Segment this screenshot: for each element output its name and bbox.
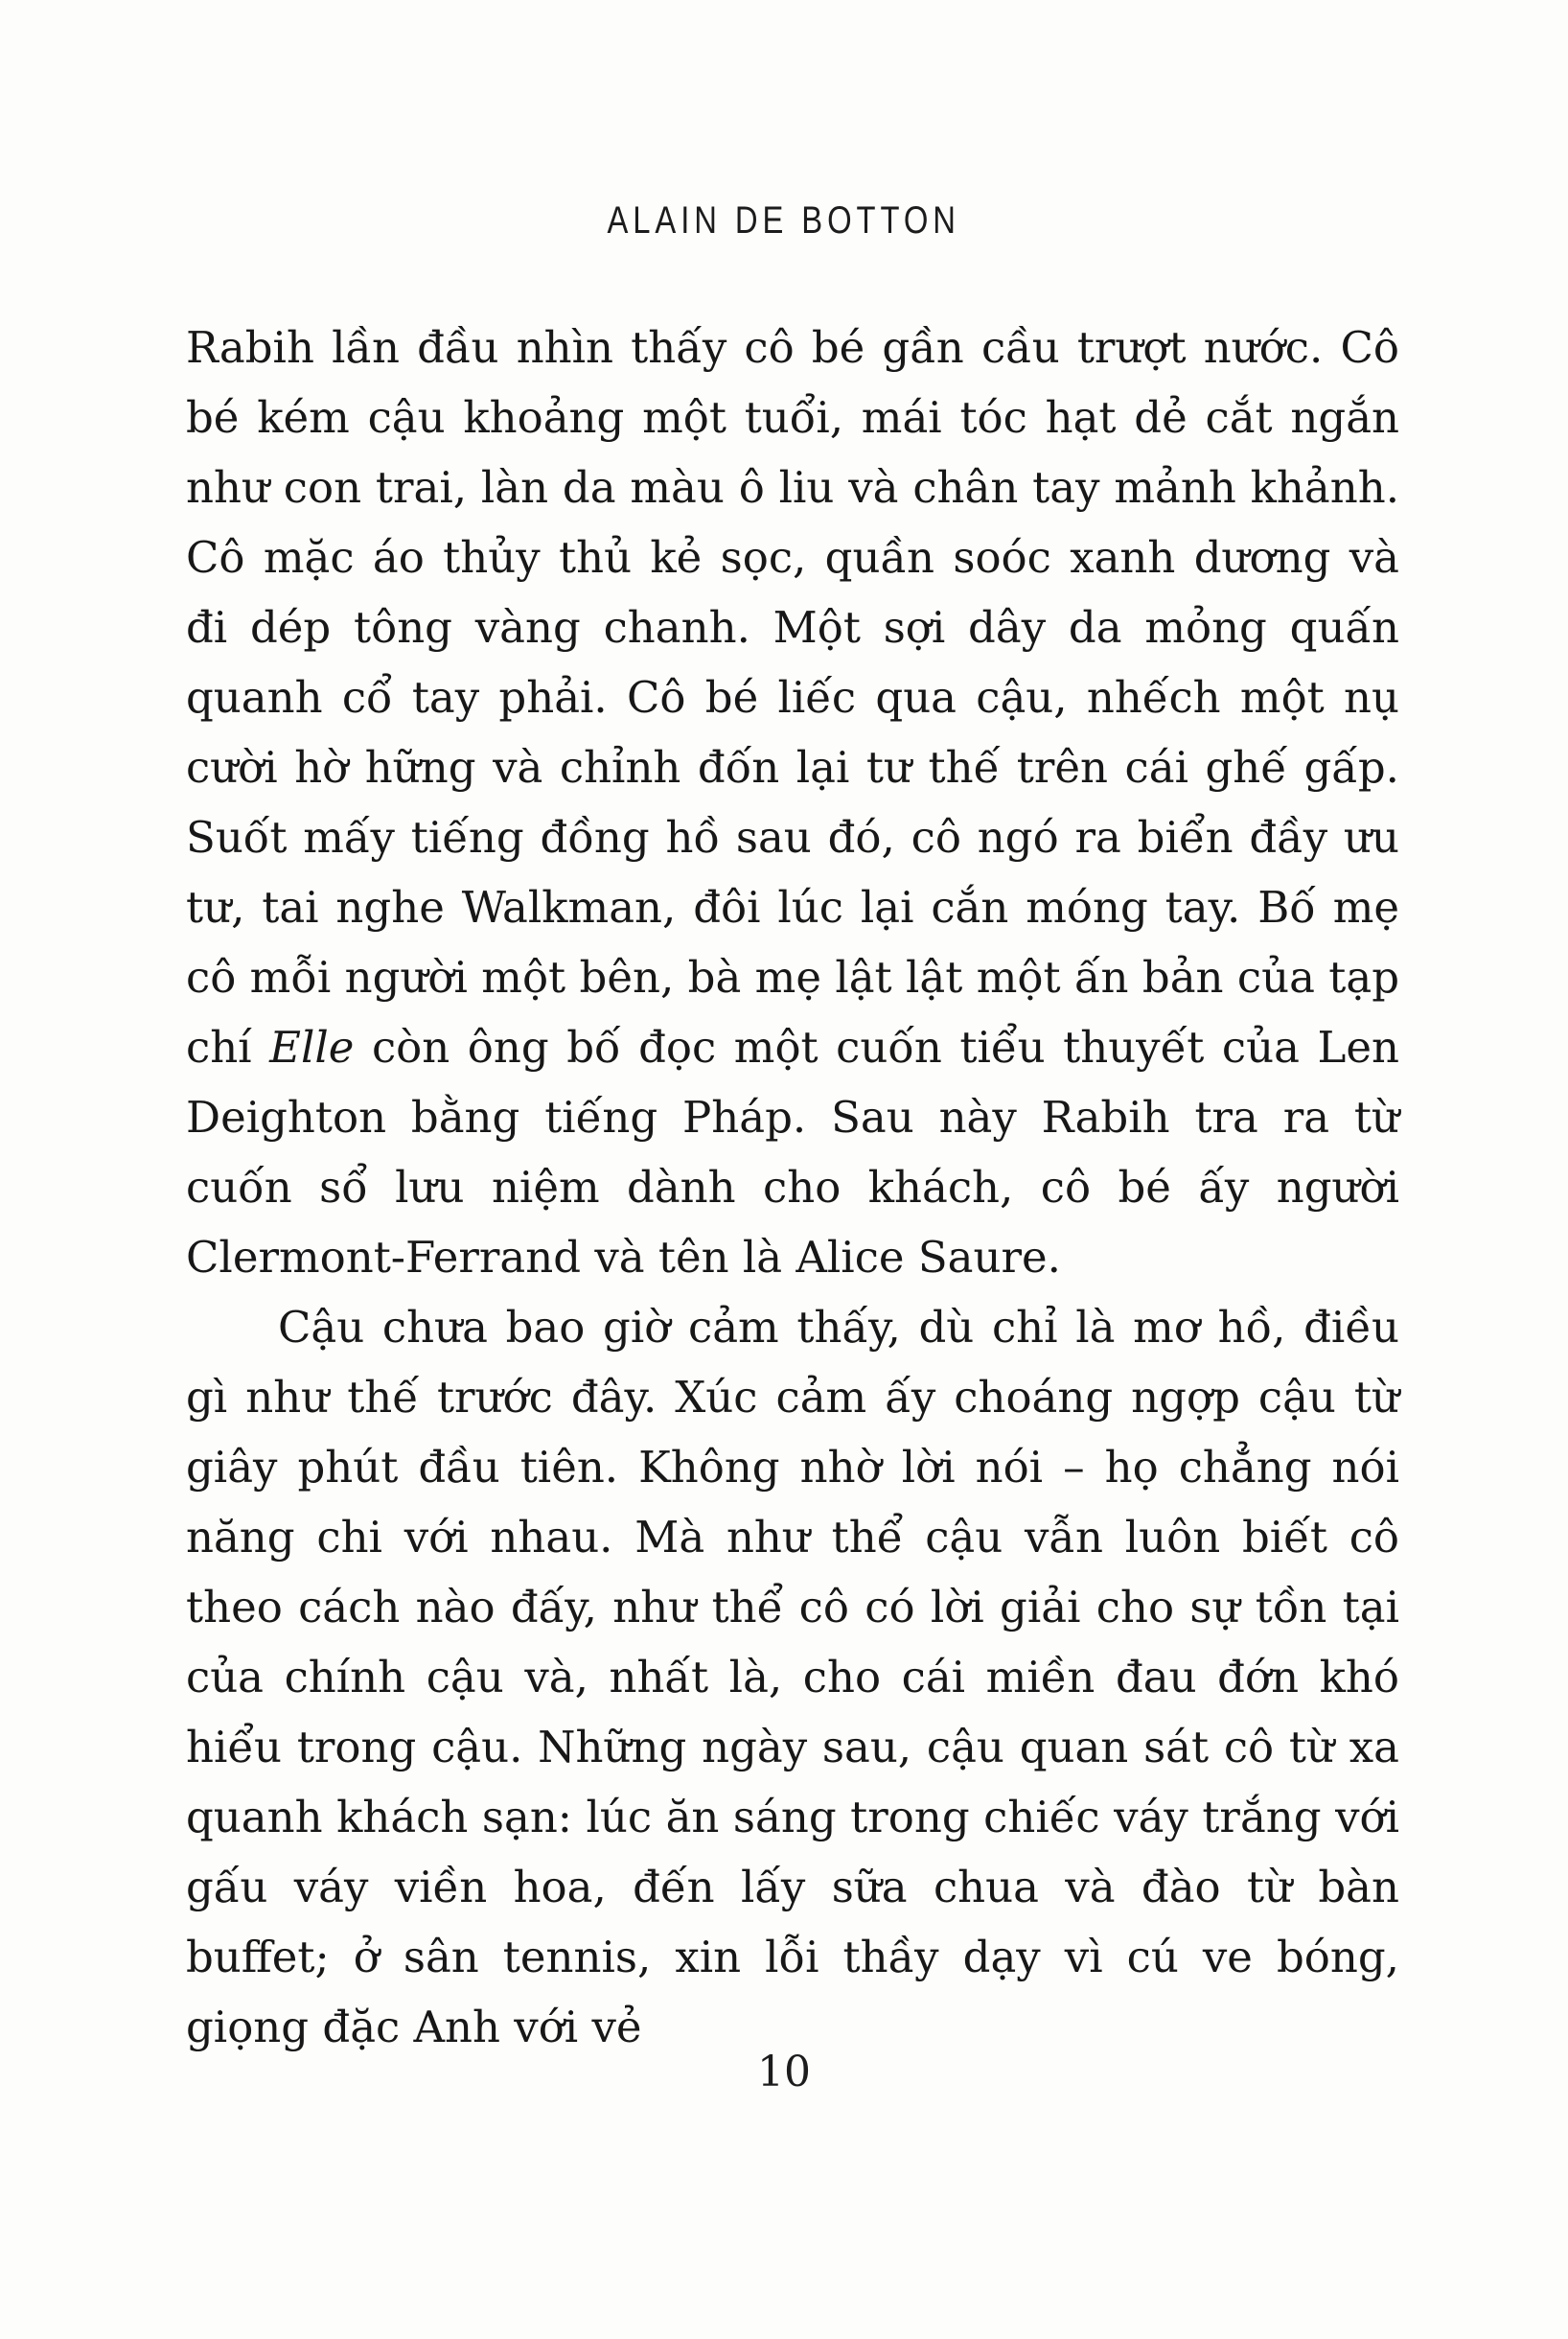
body-paragraph [186,1292,1399,2062]
running-header [0,199,1568,243]
paragraph-text: Rabih lần đầu nhìn thấy cô bé gần cầu trượt nước. Cô bé kém cậu khoảng một tuổi, mái tóc hạt dẻ cắt ngắn như con trai, làn da màu ô liu và chân tay mảnh khảnh. Cô mặc áo thủy thủ kẻ sọc, quần soóc xanh dương và đi dép tông vàng chanh. Một sợi dây da mỏng quấn quanh cổ tay phải. Cô bé liếc qua cậu, nhếch một nụ cười hờ hững và chỉnh đốn lại tư thế trên cái ghế gấp. Suốt mấy tiếng đồng hồ sau đó, cô ngó ra biển đầy ưu tư, tai nghe Walkman, đôi lúc lại cắn móng tay. Bố mẹ cô mỗi người một bên, bà mẹ lật lật một ấn bản của tạp chí [186,322,1399,1073]
page-number: 10 [757,2048,811,2096]
running-header-text: ALAIN DE BOTTON [607,199,961,242]
paragraph-text: Cậu chưa bao giờ cảm thấy, dù chỉ là mơ hồ, điều gì như thế trước đây. Xúc cảm ấy choáng ngợp cậu từ giây phút đầu tiên. Không nhờ lời nói – họ chẳng nói năng chi với nhau. Mà như thể cậu vẫn luôn biết cô theo cách nào đấy, như thể cô có lời giải cho sự tồn tại của chính cậu và, nhất là, cho cái miền đau đớn khó hiểu trong cậu. Những ngày sau, cậu quan sát cô từ xa quanh khách sạn: lúc ăn sáng trong chiếc váy trắng với gấu váy viền hoa, đến lấy sữa chua và đào từ bàn buffet; ở sân tennis, xin lỗi thầy dạy vì cú ve bóng, giọng đặc Anh với vẻ [186,1302,1399,2052]
paragraph-text: còn ông bố đọc một cuốn tiểu thuyết của Len Deighton bằng tiếng Pháp. Sau này Rabih tra ra từ cuốn sổ lưu niệm dành cho khách, cô bé ấy người Clermont-Ferrand và tên là Alice Saure. [186,1022,1399,1283]
page-body-text [186,313,1399,2062]
magazine-title-italic: Elle [269,1022,355,1073]
body-paragraph [186,313,1399,1292]
